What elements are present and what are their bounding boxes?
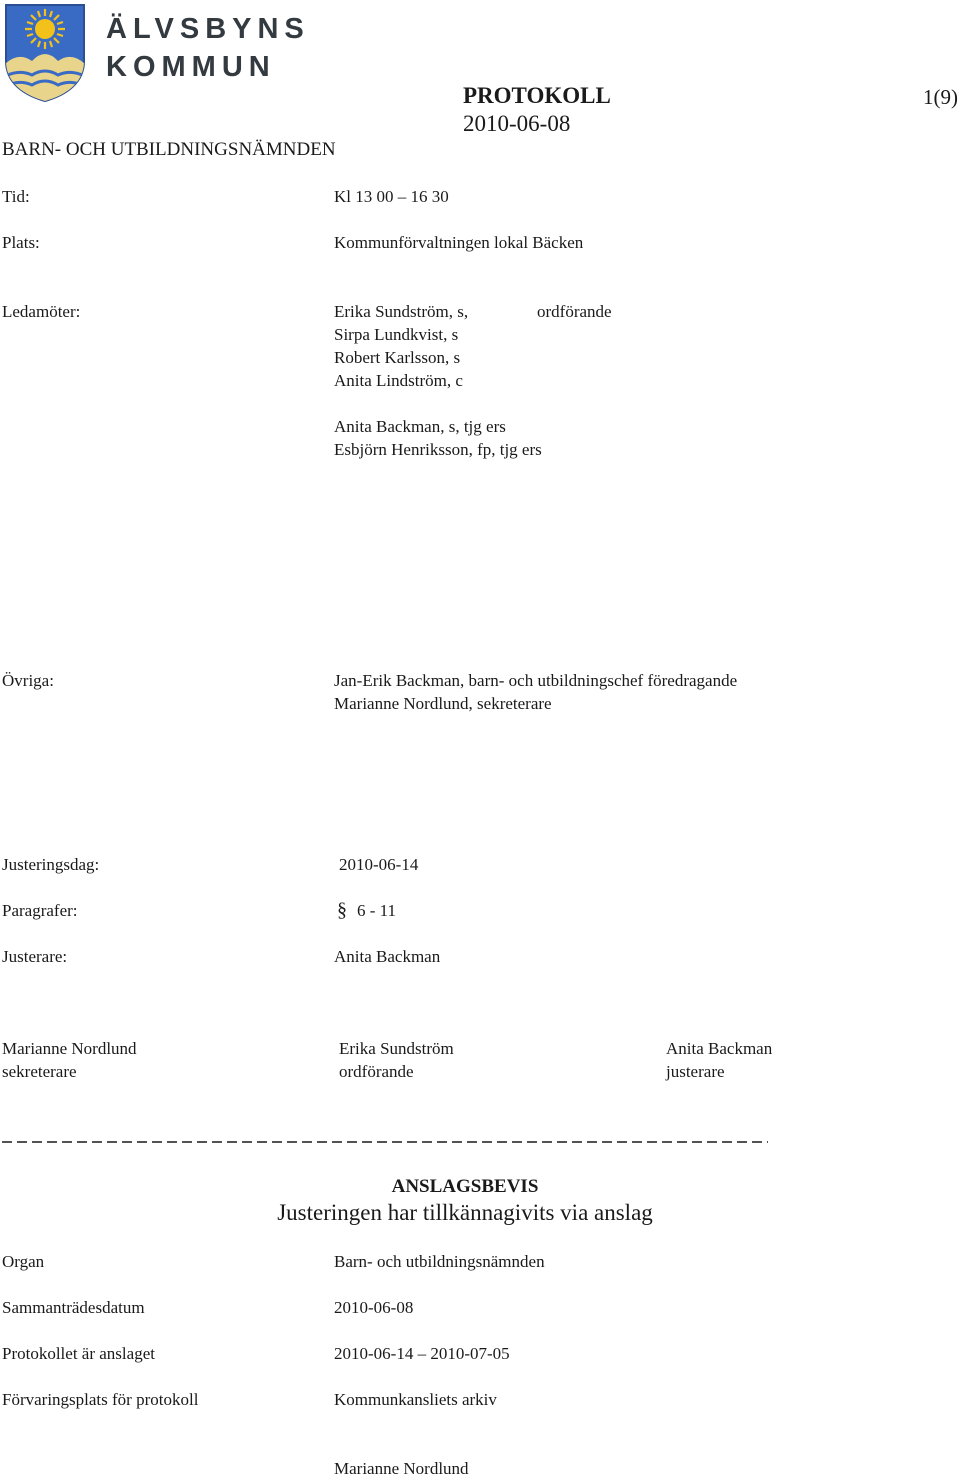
brand-name-line2: KOMMUN: [106, 51, 276, 83]
member-item: Anita Lindström, c: [334, 371, 463, 390]
place-value: Kommunförvaltningen lokal Bäcken: [334, 233, 584, 252]
notice-subheading: Justeringen har tillkännagivits via anslag: [277, 1200, 653, 1225]
chair-role: ordförande: [537, 302, 612, 321]
adjustment-day-label: Justeringsdag:: [2, 855, 100, 874]
member-item: Erika Sundström, s,: [334, 302, 469, 321]
signature-role: sekreterare: [2, 1062, 77, 1081]
members-label: Ledamöter:: [2, 302, 81, 321]
brand-name-line1: ÄLVSBYNS: [106, 13, 310, 45]
others-label: Övriga:: [2, 671, 54, 690]
substitute-item: Anita Backman, s, tjg ers: [334, 417, 506, 436]
posted-value: 2010-06-14 – 2010-07-05: [334, 1344, 510, 1363]
document-date: 2010-06-08: [463, 111, 571, 136]
document-title: PROTOKOLL: [463, 83, 611, 108]
signature-role: justerare: [666, 1062, 725, 1081]
page-number: 1(9): [923, 85, 958, 109]
other-attendee: Marianne Nordlund, sekreterare: [334, 694, 552, 713]
organization-name: BARN- OCH UTBILDNINGSNÄMNDEN: [2, 139, 336, 160]
storage-value: Kommunkansliets arkiv: [334, 1390, 497, 1409]
other-attendee: Jan-Erik Backman, barn- och utbildningschef föredragande: [334, 671, 738, 690]
paragraphs-value: 6 - 11: [357, 901, 397, 920]
storage-label: Förvaringsplats för protokoll: [2, 1390, 199, 1409]
notice-heading: ANSLAGSBEVIS: [391, 1176, 539, 1197]
adjuster-value: Anita Backman: [334, 947, 441, 966]
time-label: Tid:: [2, 187, 30, 206]
dashed-separator: [2, 1134, 768, 1144]
paragraphs-label: Paragrafer:: [2, 901, 78, 920]
organ-value: Barn- och utbildningsnämnden: [334, 1252, 545, 1271]
substitute-item: Esbjörn Henriksson, fp, tjg ers: [334, 440, 542, 459]
meeting-date-label: Sammanträdesdatum: [2, 1298, 145, 1317]
signature-name: Erika Sundström: [339, 1039, 454, 1058]
member-item: Robert Karlsson, s: [334, 348, 461, 367]
municipality-coat-of-arms-logo: [4, 3, 86, 103]
member-item: Sirpa Lundkvist, s: [334, 325, 459, 344]
signature-role: ordförande: [339, 1062, 414, 1081]
time-value: Kl 13 00 – 16 30: [334, 187, 449, 206]
adjustment-day-value: 2010-06-14: [339, 855, 419, 874]
adjuster-label: Justerare:: [2, 947, 68, 966]
notice-signer: Marianne Nordlund: [334, 1459, 469, 1478]
signature-name: Anita Backman: [666, 1039, 773, 1058]
meeting-date-value: 2010-06-08: [334, 1298, 414, 1317]
place-label: Plats:: [2, 233, 40, 252]
posted-label: Protokollet är anslaget: [2, 1344, 155, 1363]
organ-label: Organ: [2, 1252, 45, 1271]
section-symbol: §: [337, 899, 347, 921]
signature-name: Marianne Nordlund: [2, 1039, 137, 1058]
